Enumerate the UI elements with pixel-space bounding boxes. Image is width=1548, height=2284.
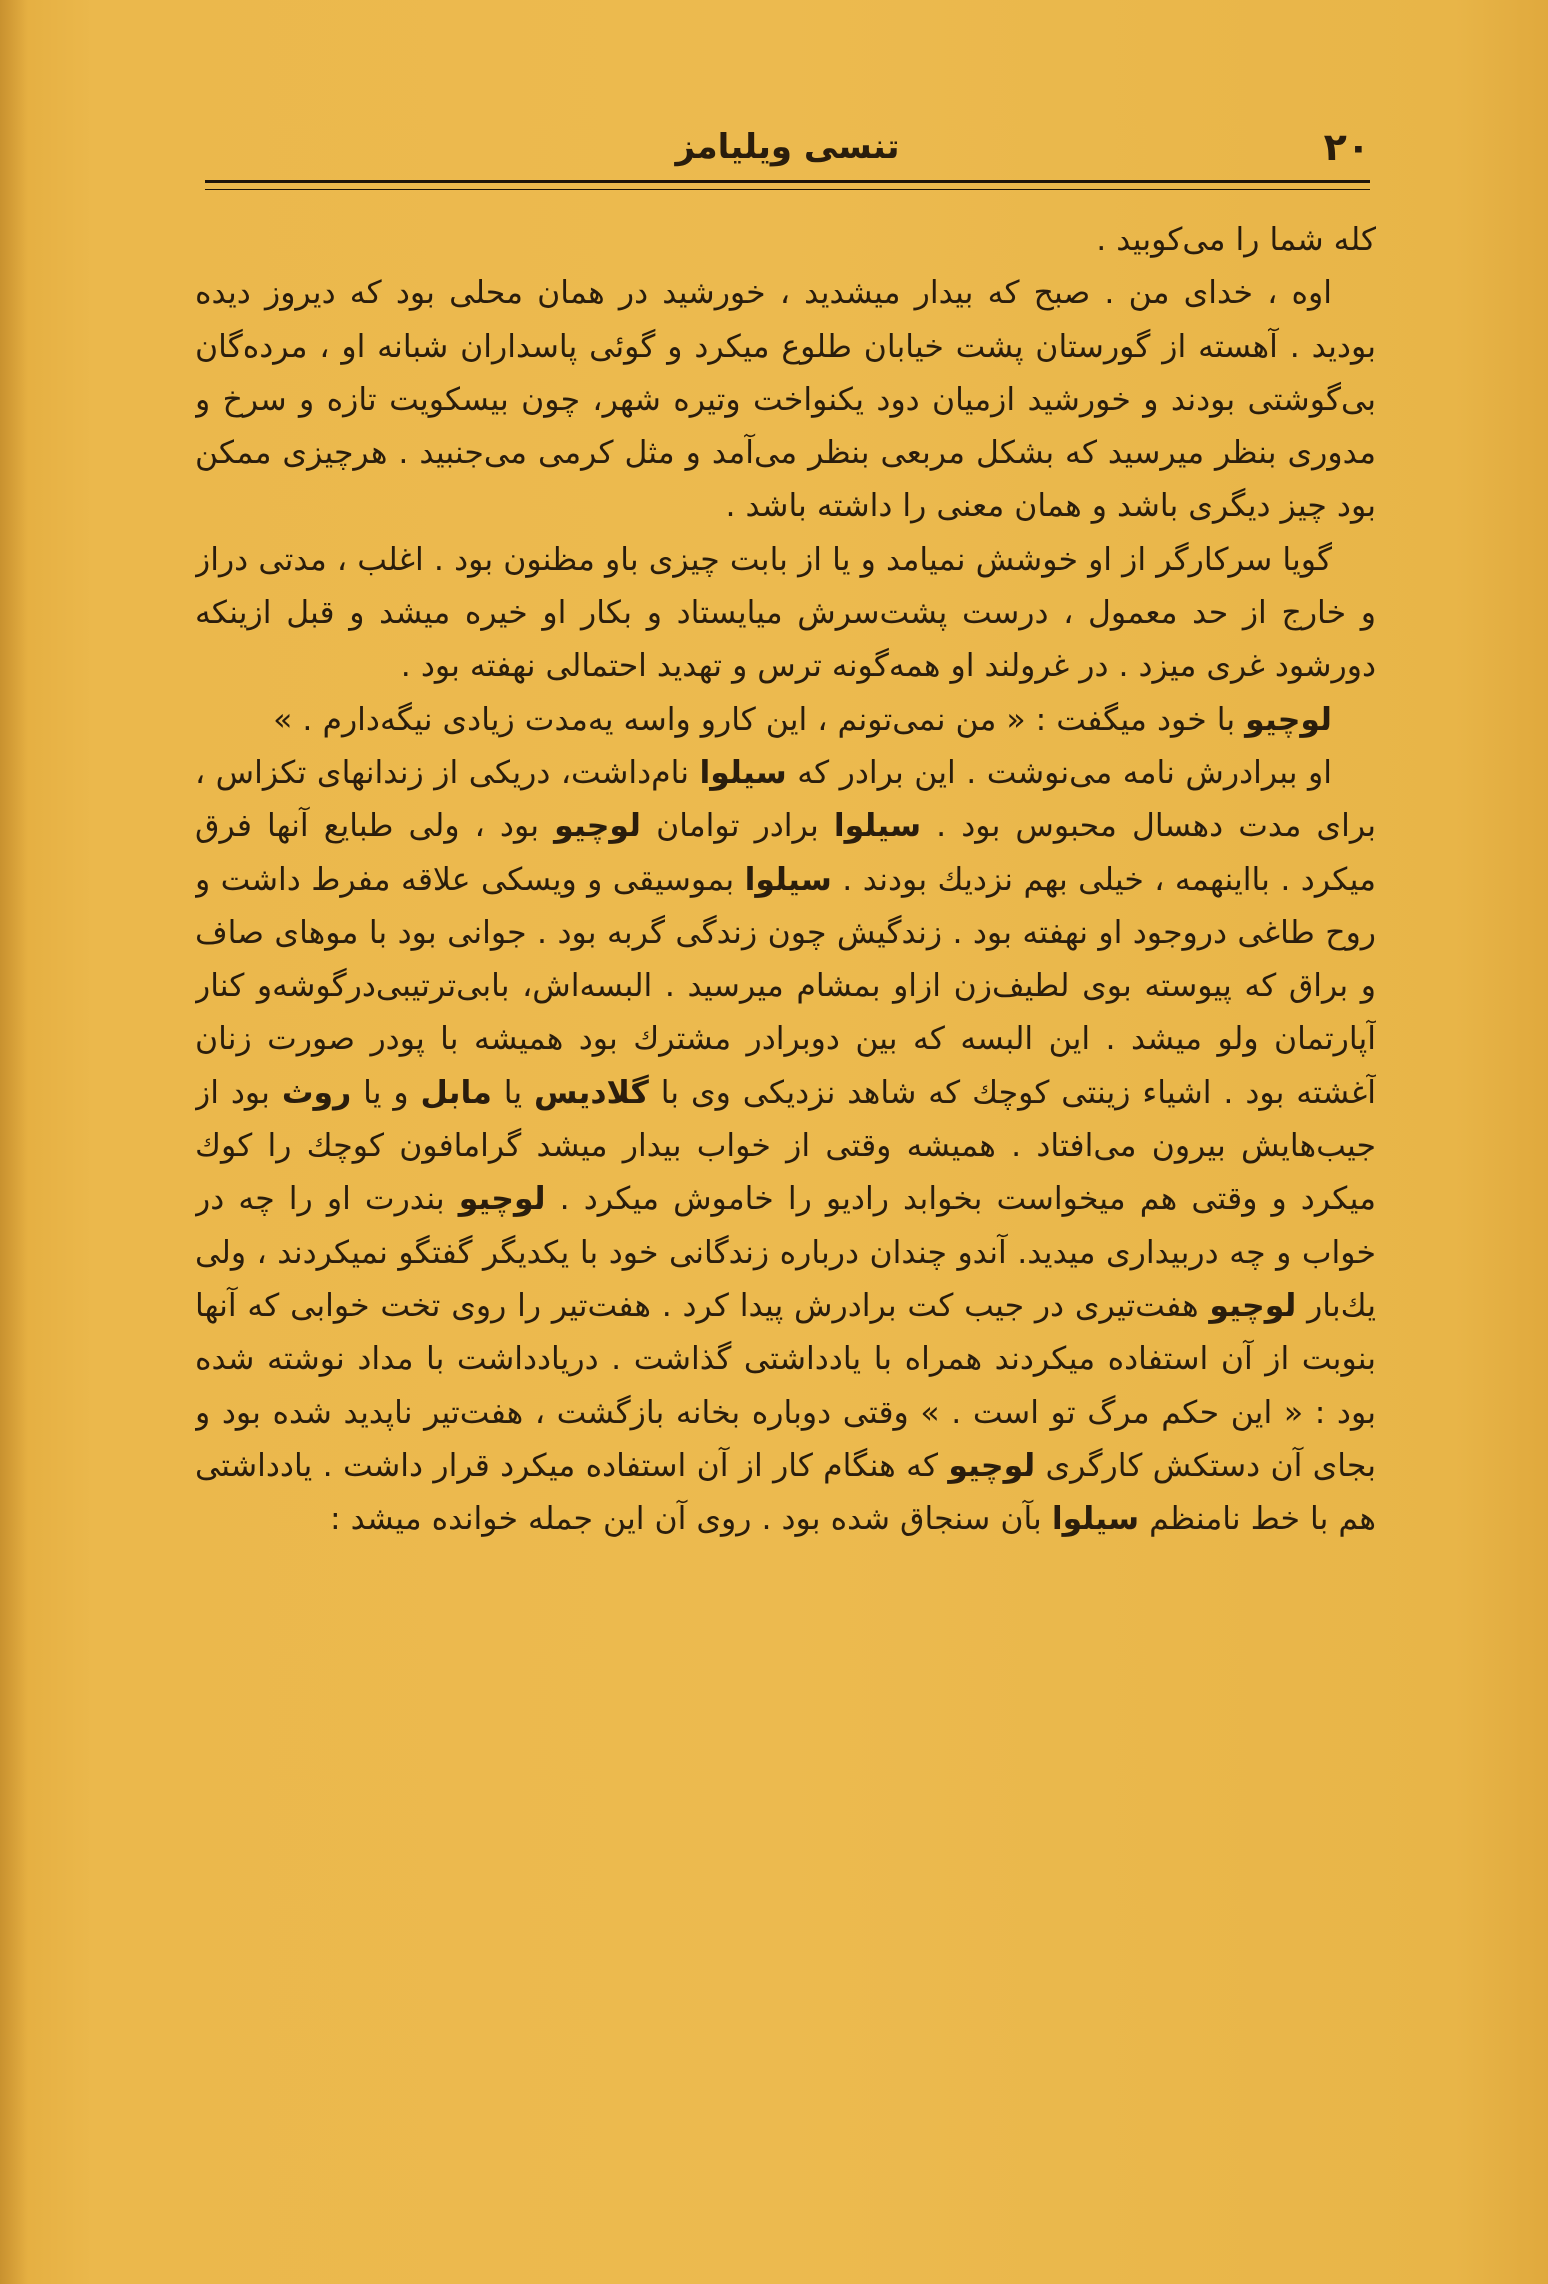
paragraph: گویا سرکارگر از او خوشش نمیامد و یا از بابت چیزی باو مظنون بود . اغلب ، مدتی دراز و خارج از حد معمول ، درست پشت‌سرش میایستاد و بکار او خیره میشد و قبل ازینکه دورشود غری میزد . در غرولند او همه‌گونه ترس و تهدید احتمالی نهفته بود .	[195, 541, 1376, 685]
paragraph: کله شما را می‌کوبید .	[1096, 222, 1376, 258]
character-name: گلادیس	[534, 1074, 649, 1111]
header-rule-thick	[205, 180, 1370, 183]
character-name: سیلوا	[744, 861, 832, 898]
paragraph: لوچیو با خود میگفت : « من نمی‌تونم ، این کارو واسه یه‌مدت زیادی نیگه‌دارم . »	[273, 701, 1332, 738]
page-number: ۲۰	[1323, 125, 1370, 169]
page-header	[205, 125, 1370, 175]
body-text	[195, 214, 1376, 2188]
character-name: لوچیو	[458, 1181, 546, 1218]
character-name: سیلوا	[1051, 1501, 1140, 1538]
character-name: مابل	[420, 1074, 492, 1111]
character-name: لوچیو	[1245, 701, 1332, 738]
paragraph: او ببرادرش نامه می‌نوشت . این برادر که سیلوا نام‌داشت، دریکی از زندانهای تکزاس ، برای مدت دهسال محبوس بود . سیلوا برادر توامان لوچیو بود ، ولی طبایع آنها فرق میکرد . بااینهمه ، خیلی بهم نزدیك بودند . سیلوا بموسیقی و ویسکی علاقه مفرط داشت و روح طاغی دروجود او نهفته بود . زندگیش چون زندگی گربه بود . جوانی بود با موهای صاف و براق که پیوسته بوی لطیف‌زن ازاو بمشام میرسید . البسه‌اش، بابی‌ترتیبی‌درگوشه‌و کنار آپارتمان ولو میشد . این البسه که بین دوبرادر مشترك بود همیشه با پودر صورت زنان آغشته بود . اشیاء زینتی کوچك که شاهد نزدیکی وی با گلادیس یا مابل و یا روث بود از جیب‌هایش بیرون می‌افتاد . همیشه وقتی از خواب بیدار میشد گرامافون کوچك را کوك میکرد و وقتی هم میخواست بخوابد رادیو را خاموش میکرد . لوچیو بندرت او را چه در خواب و چه دربیداری میدید. آندو چندان درباره زندگانی خود با یکدیگر گفتگو نمیکردند ، ولی یك‌بار لوچیو هفت‌تیری در جیب کت برادرش پیدا کرد . هفت‌تیر را روی تخت خوابی که آنها بنوبت از آن استفاده میکردند همراه با یادداشتی گذاشت . دریادداشت با مداد نوشته شده بود : « این حکم مرگ تو است . » وقتی دوباره بخانه بازگشت ، هفت‌تیر ناپدید شده بود و بجای آن دستکش کارگری لوچیو که هنگام کار از آن استفاده میکرد قرار داشت . یادداشتی هم با خط نامنظم سیلوا بآن سنجاق شده بود . روی آن این جمله خوانده میشد :	[195, 754, 1376, 1538]
character-name: سیلوا	[833, 808, 922, 845]
character-name: سیلوا	[699, 754, 787, 791]
character-name: لوچیو	[1209, 1287, 1297, 1324]
character-name: لوچیو	[554, 808, 641, 845]
running-title: تنسی ویلیامز	[675, 127, 900, 167]
character-name: لوچیو	[948, 1447, 1036, 1484]
page-edge-shadow	[0, 0, 28, 2284]
character-name: روث	[281, 1074, 352, 1111]
paragraph: اوه ، خدای من . صبح که بیدار میشدید ، خورشید در همان محلی بود که دیروز دیده بودید . آهسته از گورستان پشت خیابان طلوع میکرد و گوئی پاسداران شبانه او ، مرده‌گان بی‌گوشتی بودند و خورشید ازمیان دود یکنواخت وتیره شهر، چون بیسکویت تازه و سرخ و مدوری بنظر میرسید که بشکل مربعی بنظر می‌آمد و مثل کرمی می‌جنبید . هرچیزی ممکن بود چیز دیگری باشد و همان معنی را داشته باشد .	[195, 275, 1376, 525]
header-rule-thin	[205, 189, 1370, 190]
